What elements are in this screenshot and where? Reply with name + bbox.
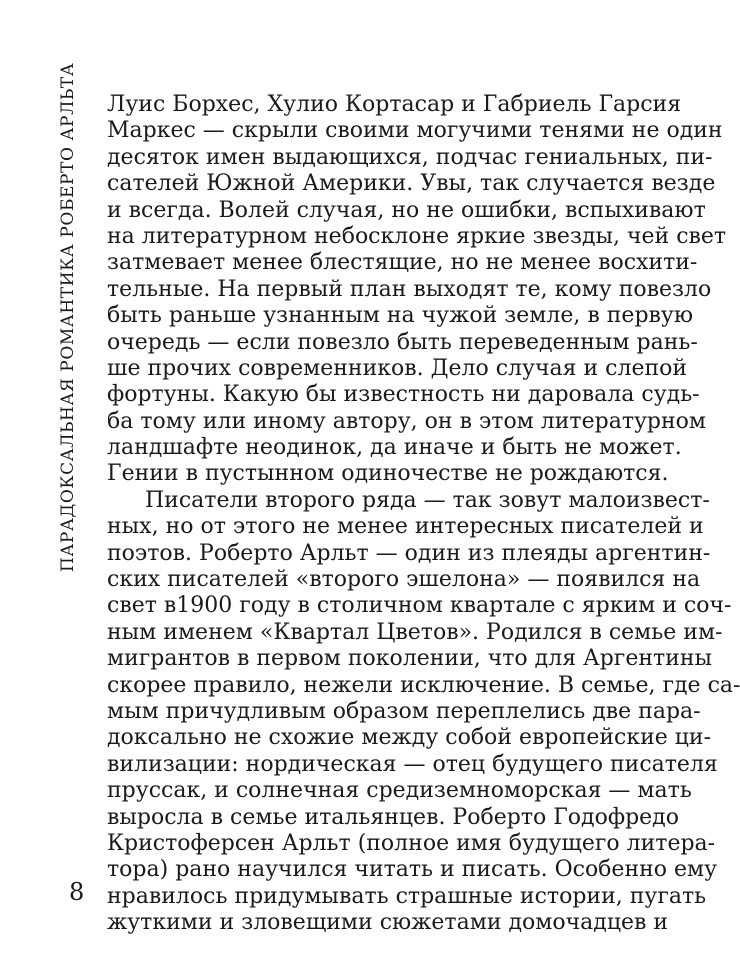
text-line: десяток имен выдающихся, подчас гениальных, пи-	[107, 144, 713, 170]
text-line: затмевает менее блестящие, но не менее восхити-	[107, 250, 698, 276]
text-line: очередь — если повезло быть переведенным рань-	[107, 329, 698, 355]
text-line: Писатели второго ряда — так зовут малоизвест-	[145, 487, 710, 513]
text-line: на литературном небосклоне яркие звезды, чей свет	[107, 223, 727, 249]
text-line: мигрантов в первом поколении, что для Аргентины	[107, 646, 713, 672]
paragraph-2	[107, 487, 740, 937]
text-line: мым причудливым образом переплелись две пара-	[107, 698, 701, 724]
page-number: 8	[69, 878, 85, 906]
text-line: нравилось придумывать страшные истории, пугать	[107, 883, 707, 909]
text-line: Маркес — скрыли своими могучими тенями не один	[107, 118, 723, 144]
text-line: Луис Борхес, Хулио Кортасар и Габриель Гарсия	[107, 92, 682, 117]
running-head: ПАРАДОКСАЛЬНАЯ РОМАНТИКА РОБЕРТО АРЛЬТА	[58, 62, 78, 572]
text-line: вилизации: нордическая — отец будущего писателя	[107, 751, 718, 777]
text-line: выросла в семье итальянцев. Роберто Годофредо	[107, 804, 679, 830]
text-line: ным именем «Квартал Цветов». Родился в семье им-	[107, 619, 723, 645]
text-line: скорее правило, нежели исключение. В семье, где са-	[107, 672, 740, 698]
text-line: быть раньше узнанным на чужой земле, в первую	[107, 303, 694, 329]
text-line: поэтов. Роберто Арльт — один из плеяды аргентин-	[107, 540, 711, 566]
text-line: ских писателей «второго эшелона» — появился на	[107, 567, 701, 593]
text-line: жуткими и зловещими сюжетами домочадцев и	[107, 910, 669, 936]
text-line: пруссак, и солнечная средиземноморская — мать	[107, 778, 692, 804]
text-line: Кристоферсен Арльт (полное имя будущего литера-	[107, 830, 716, 856]
text-line: ше прочих современников. Дело случая и слепой	[107, 355, 688, 381]
text-line: свет в1900 году в столичном квартале с ярким и соч-	[107, 593, 732, 619]
text-line: доксально не схожие между собой европейские ци-	[107, 725, 712, 751]
paragraph-1	[107, 92, 727, 488]
text-line: ба тому или иному автору, он в этом литературном	[107, 408, 707, 434]
text-line: сателей Южной Америки. Увы, так случается везде	[107, 171, 716, 197]
text-line: ландшафте неодинок, да иначе и быть не может.	[107, 435, 682, 461]
text-line: и всегда. Волей случая, но не ошибки, вспыхивают	[107, 197, 706, 223]
text-line: тельные. На первый план выходят те, кому повезло	[107, 276, 712, 302]
text-line: ных, но от этого не менее интересных писателей и	[107, 514, 704, 540]
body-text	[107, 92, 740, 937]
text-line: тора) рано научился читать и писать. Особенно ему	[107, 857, 718, 883]
text-line: фортуны. Какую бы известность ни даровала судь-	[107, 382, 700, 408]
text-line: Гении в пустынном одиночестве не рождаются.	[107, 461, 669, 487]
